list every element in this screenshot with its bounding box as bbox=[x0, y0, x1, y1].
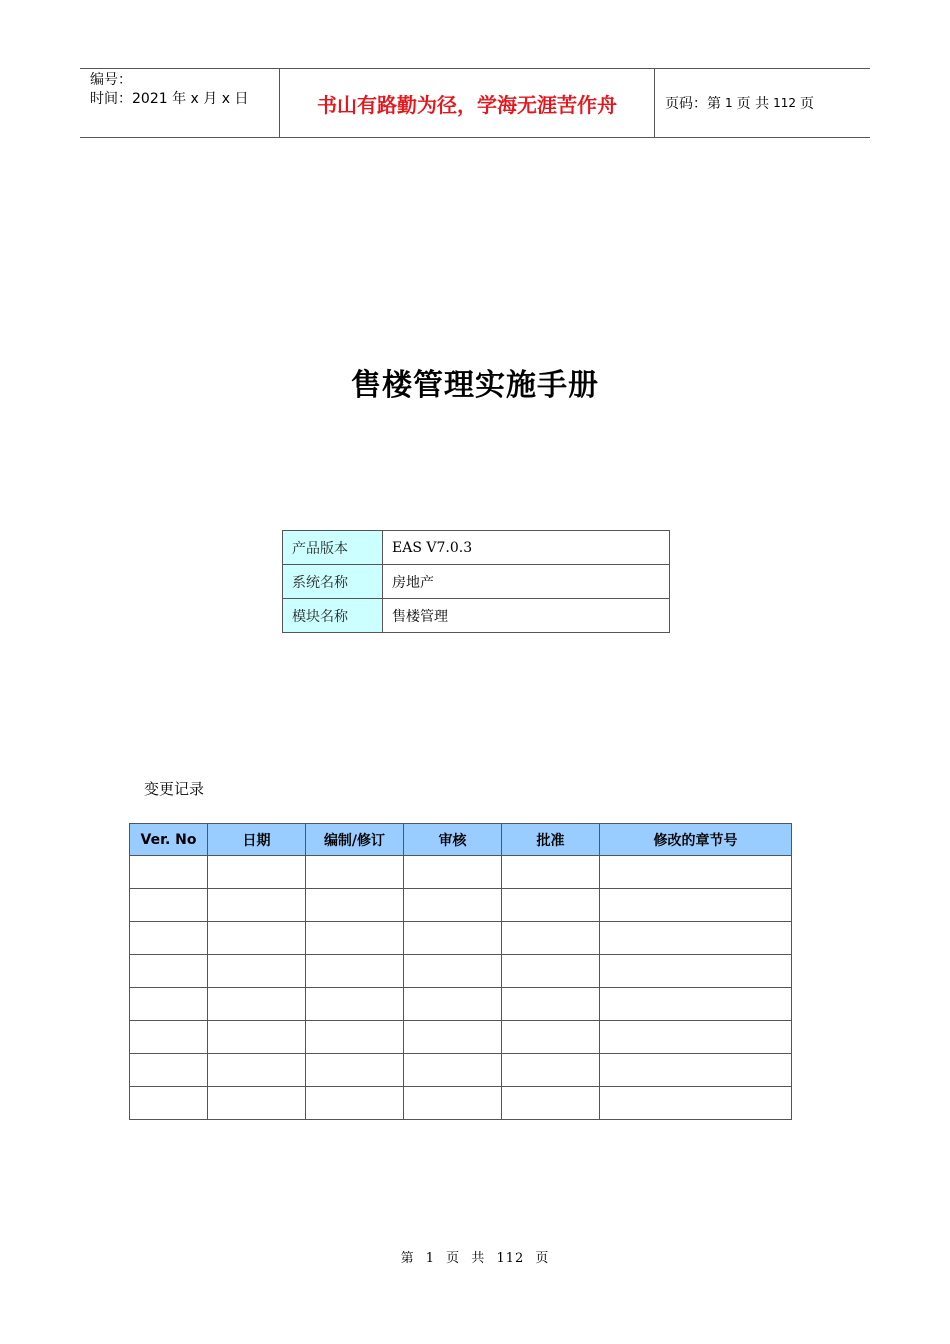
table-cell bbox=[600, 1054, 792, 1087]
change-table-body bbox=[130, 856, 792, 1120]
footer-p2: 页 bbox=[446, 1251, 461, 1266]
table-cell bbox=[404, 856, 502, 889]
footer-p3: 共 bbox=[471, 1251, 486, 1266]
table-cell bbox=[404, 955, 502, 988]
table-cell bbox=[306, 988, 404, 1021]
table-cell bbox=[404, 922, 502, 955]
table-cell bbox=[208, 1054, 306, 1087]
page-mid: 页 共 bbox=[736, 96, 770, 112]
col-header-review: 审核 bbox=[404, 824, 502, 856]
table-cell bbox=[404, 1021, 502, 1054]
change-record-label: 变更记录 bbox=[144, 780, 205, 798]
table-row bbox=[130, 1021, 792, 1054]
change-record-table bbox=[129, 823, 792, 1120]
footer-p4: 页 bbox=[535, 1251, 550, 1266]
page-current: 1 bbox=[725, 96, 733, 110]
time-label: 时间：2021 年 x 月 x 日 bbox=[90, 91, 249, 107]
info-value: 售楼管理 bbox=[383, 599, 670, 633]
footer-total: 112 bbox=[496, 1251, 525, 1266]
footer-current: 1 bbox=[425, 1251, 435, 1266]
col-header-date: 日期 bbox=[208, 824, 306, 856]
table-cell bbox=[404, 1054, 502, 1087]
footer-p1: 第 bbox=[400, 1251, 415, 1266]
page-header bbox=[80, 68, 870, 138]
header-motto: 书山有路勤为径，学海无涯苦作舟 bbox=[280, 69, 655, 137]
table-cell bbox=[404, 1087, 502, 1120]
table-cell bbox=[306, 1054, 404, 1087]
page-total: 112 bbox=[773, 96, 796, 110]
info-key: 模块名称 bbox=[283, 599, 383, 633]
table-row bbox=[130, 955, 792, 988]
table-cell bbox=[130, 1087, 208, 1120]
table-cell bbox=[208, 922, 306, 955]
table-cell bbox=[600, 955, 792, 988]
table-cell bbox=[306, 889, 404, 922]
table-row bbox=[130, 1054, 792, 1087]
table-cell bbox=[306, 1021, 404, 1054]
table-cell bbox=[130, 1054, 208, 1087]
info-row bbox=[283, 565, 670, 599]
page-prefix: 页码：第 bbox=[665, 96, 721, 112]
table-cell bbox=[502, 1087, 600, 1120]
table-cell bbox=[600, 988, 792, 1021]
col-header-sections: 修改的章节号 bbox=[600, 824, 792, 856]
page-footer bbox=[0, 1247, 950, 1266]
page-suffix: 页 bbox=[800, 96, 814, 112]
col-header-version: Ver. No bbox=[130, 824, 208, 856]
table-cell bbox=[502, 988, 600, 1021]
info-key: 系统名称 bbox=[283, 565, 383, 599]
table-cell bbox=[306, 1087, 404, 1120]
table-cell bbox=[502, 889, 600, 922]
table-cell bbox=[600, 1021, 792, 1054]
table-row bbox=[130, 889, 792, 922]
info-row bbox=[283, 599, 670, 633]
table-cell bbox=[600, 922, 792, 955]
table-cell bbox=[600, 856, 792, 889]
table-cell bbox=[208, 1021, 306, 1054]
table-cell bbox=[130, 856, 208, 889]
info-value: EAS V7.0.3 bbox=[383, 531, 670, 565]
table-cell bbox=[600, 889, 792, 922]
info-row bbox=[283, 531, 670, 565]
table-cell bbox=[130, 1021, 208, 1054]
table-cell bbox=[306, 856, 404, 889]
table-cell bbox=[502, 955, 600, 988]
product-info-table bbox=[282, 530, 670, 633]
table-cell bbox=[502, 856, 600, 889]
table-cell bbox=[208, 1087, 306, 1120]
table-cell bbox=[306, 955, 404, 988]
table-cell bbox=[306, 922, 404, 955]
table-cell bbox=[208, 856, 306, 889]
table-cell bbox=[130, 922, 208, 955]
table-cell bbox=[208, 955, 306, 988]
table-cell bbox=[208, 889, 306, 922]
header-page-info bbox=[655, 69, 870, 137]
table-cell bbox=[208, 988, 306, 1021]
table-cell bbox=[502, 922, 600, 955]
info-value: 房地产 bbox=[383, 565, 670, 599]
info-key: 产品版本 bbox=[283, 531, 383, 565]
table-row bbox=[130, 1087, 792, 1120]
number-label: 编号： bbox=[90, 72, 132, 88]
table-row bbox=[130, 988, 792, 1021]
table-cell bbox=[130, 988, 208, 1021]
table-row bbox=[130, 922, 792, 955]
table-cell bbox=[404, 988, 502, 1021]
document-title: 售楼管理实施手册 bbox=[351, 368, 599, 403]
table-cell bbox=[502, 1054, 600, 1087]
change-header-row bbox=[130, 824, 792, 856]
table-cell bbox=[404, 889, 502, 922]
table-cell bbox=[130, 889, 208, 922]
col-header-approve: 批准 bbox=[502, 824, 600, 856]
table-cell bbox=[502, 1021, 600, 1054]
table-cell bbox=[130, 955, 208, 988]
table-cell bbox=[600, 1087, 792, 1120]
col-header-author: 编制/修订 bbox=[306, 824, 404, 856]
table-row bbox=[130, 856, 792, 889]
header-meta bbox=[80, 69, 280, 137]
